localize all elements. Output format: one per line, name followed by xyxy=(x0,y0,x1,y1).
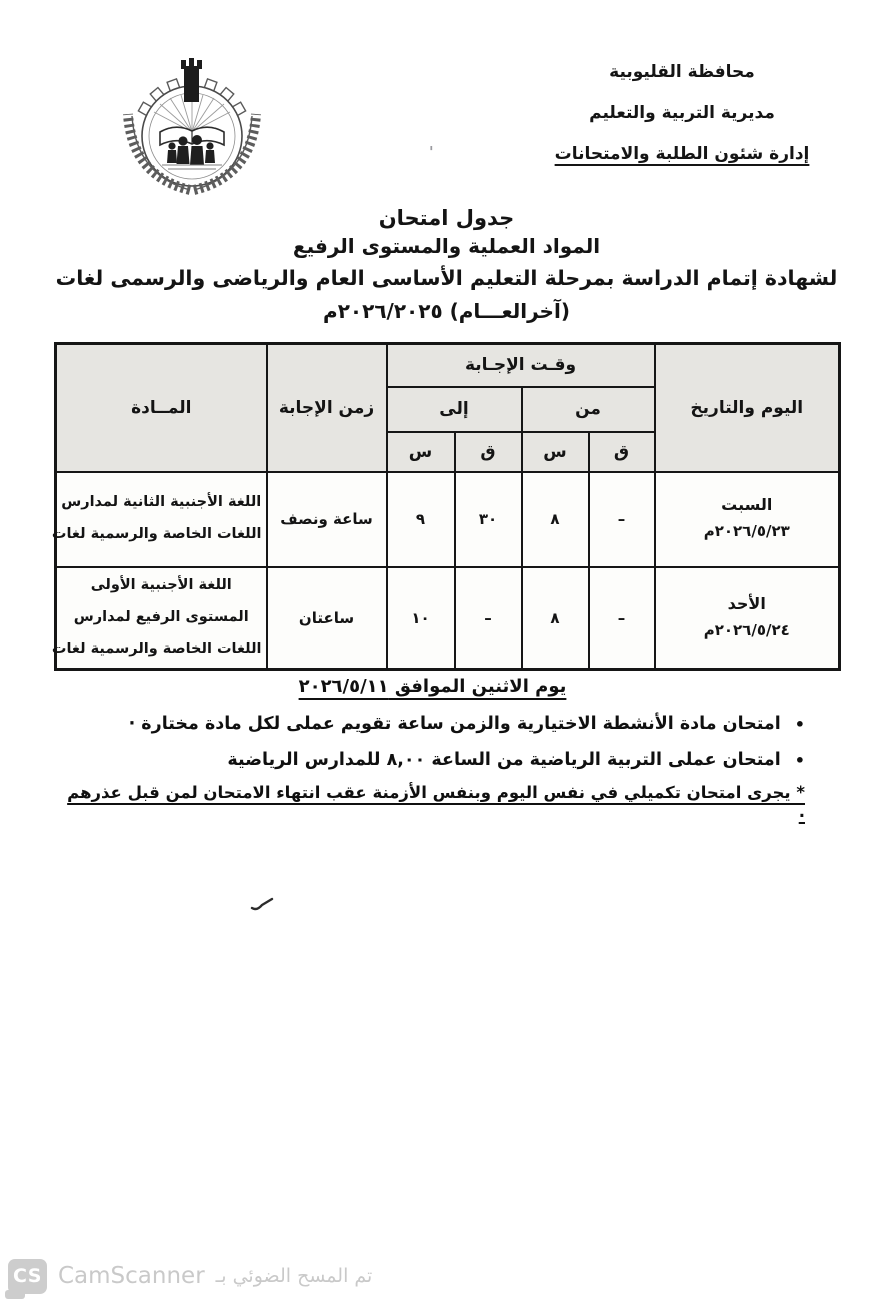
administration-name: إدارة شئون الطلبة والامتحانات xyxy=(554,144,810,164)
to-minutes-cell: ٣٠ xyxy=(455,472,522,567)
duration-cell: ساعة ونصف xyxy=(267,472,387,567)
from-minutes-cell: – xyxy=(589,472,655,567)
day-date: ٢٠٢٦/٥/٢٤م xyxy=(703,620,790,639)
exam-row-saturday xyxy=(56,472,840,567)
day-date: ٢٠٢٦/٥/٢٣م xyxy=(703,521,790,540)
title-line-1: جدول امتحان xyxy=(378,206,515,230)
education-directorate-emblem-icon xyxy=(102,58,282,198)
camscanner-watermark xyxy=(8,1256,372,1296)
header-from-hours: س xyxy=(522,432,589,472)
exam-title-block xyxy=(0,206,893,323)
from-hours-cell: ٨ xyxy=(522,472,589,567)
education-directorate-logo xyxy=(102,58,282,198)
scan-speck: ' xyxy=(429,143,434,161)
header-to-minutes: ق xyxy=(455,432,522,472)
header-subject: المــادة xyxy=(56,344,267,472)
header-from: من xyxy=(522,387,655,432)
header-to: إلى xyxy=(387,387,522,432)
header-to-hours: س xyxy=(387,432,455,472)
monday-heading xyxy=(60,676,805,697)
monday-heading-text: يوم الاثنين الموافق ٢٠٢٦/٥/١١ xyxy=(298,676,567,697)
camscanner-caption: تم المسح الضوئي بـ xyxy=(215,1265,373,1287)
to-hours-cell: ١٠ xyxy=(387,567,455,670)
governorate-name: محافظة القليوبية xyxy=(609,62,755,82)
duration-cell: ساعتان xyxy=(267,567,387,670)
camscanner-badge-icon: CS xyxy=(8,1259,47,1294)
note-bullet-1-text: امتحان مادة الأنشطة الاختيارية والزمن ساعة تقويم عملى لكل مادة مختارة · xyxy=(128,714,781,734)
pen-scribble-icon xyxy=(248,893,280,915)
from-hours-cell: ٨ xyxy=(522,567,589,670)
day-name: الأحد xyxy=(727,593,766,613)
subject-line: اللغة الأجنبية الأولى xyxy=(90,576,232,593)
note-bullet-1 xyxy=(60,711,805,738)
exam-schedule-table xyxy=(51,342,841,671)
notes-section xyxy=(60,676,805,821)
day-name: السبت xyxy=(721,494,773,514)
subject-cell xyxy=(51,472,267,567)
header-day-date: اليوم والتاريخ xyxy=(655,344,840,472)
day-date-cell xyxy=(655,472,840,567)
header-from-minutes: ق xyxy=(589,432,655,472)
day-date-cell xyxy=(655,567,840,670)
supplementary-exam-note: * يجرى امتحان تكميلي في نفس اليوم وبنفس الأزمنة عقب انتهاء الامتحان لمن قبل عذرهم . xyxy=(67,783,805,822)
subject-line: اللغات الخاصة والرسمية لغات xyxy=(51,640,262,657)
to-minutes-cell: – xyxy=(455,567,522,670)
subject-line: المستوى الرفيع لمدارس xyxy=(73,608,249,625)
note-bullet-2-text: امتحان عملى التربية الرياضية من الساعة ٨,٠٠ للمدارس الرياضية xyxy=(227,750,781,771)
note-bullet-2 xyxy=(60,747,805,774)
exam-row-sunday xyxy=(56,567,840,670)
directorate-name: مديرية التربية والتعليم xyxy=(589,103,775,123)
camscanner-brand: CamScanner xyxy=(58,1263,205,1289)
from-minutes-cell: – xyxy=(589,567,655,670)
bullet-icon: • xyxy=(794,715,805,734)
header-answer-time: وقـت الإجـابة xyxy=(387,344,655,387)
to-hours-cell: ٩ xyxy=(387,472,455,567)
pen-mark xyxy=(248,893,280,915)
subject-line: اللغات الخاصة والرسمية لغات xyxy=(51,526,262,542)
subject-line: اللغة الأجنبية الثانية لمدارس xyxy=(61,494,262,511)
bullet-icon: • xyxy=(794,751,805,771)
header-duration: زمن الإجابة xyxy=(267,344,387,472)
org-header xyxy=(527,52,837,175)
title-line-3: لشهادة إتمام الدراسة بمرحلة التعليم الأساسى العام والرياضى والرسمى لغات xyxy=(55,266,838,290)
subject-cell xyxy=(51,567,267,670)
title-line-4-academic-year: (آخرالعـــام) ٢٠٢٦/٢٠٢٥م xyxy=(323,299,570,323)
title-line-2: المواد العملية والمستوى الرفيع xyxy=(292,234,601,258)
